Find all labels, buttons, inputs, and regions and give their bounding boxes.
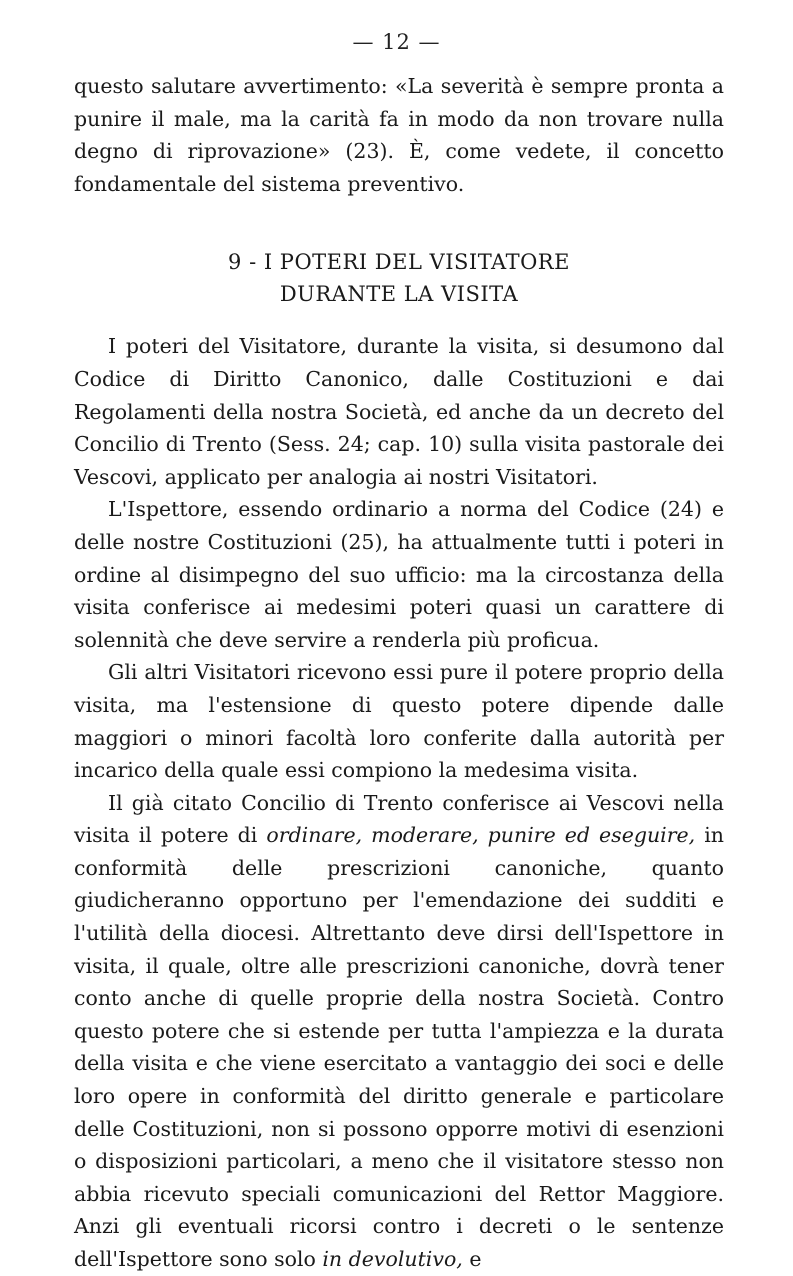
paragraph-3: Gli altri Visitatori ricevono essi pure il potere proprio della visita, ma l'estensione di questo potere dipende dalle maggiori o minori facoltà loro conferite dalla autorità per incarico della quale essi compiono la medesima visita. bbox=[74, 660, 724, 783]
page-body bbox=[74, 70, 724, 1276]
section-title-line-1: 9 - I POTERI DEL VISITATORE bbox=[228, 250, 570, 275]
paragraph-1: I poteri del Visitatore, durante la visita, si desumono dal Codice di Diritto Canonico, dalle Costituzioni e dai Regolamenti della nostra Società, ed anche da un decreto del Concilio di Trento (Sess. 24; cap. 10) sulla visita pastorale dei Vescovi, applicato per analogia ai nostri Visitatori. bbox=[74, 334, 724, 489]
section-title-line-2: DURANTE LA VISITA bbox=[279, 282, 519, 307]
section-heading bbox=[74, 246, 724, 310]
paragraph-4-text-e: e bbox=[469, 1247, 482, 1271]
paragraph-4-italic-verbs: ordinare, moderare, punire ed eseguire, bbox=[266, 823, 696, 848]
paragraph-4-text-a: Il già citato Concilio di Trento conferisce ai Vescovi nella visita il potere di bbox=[74, 790, 724, 848]
paragraph-4-text-c: in conformità delle prescrizioni canoniche, quanto giudicheranno opportuno per l'emendazione dei sudditi e l'utilità della diocesi. Altrettanto deve dirsi dell'Ispettore in visita, il quale, oltre alle prescrizioni canoniche, dovrà tener conto anche di quelle proprie della nostra Società. Contro questo potere che si estende per tutta l'ampiezza e la durata della visita e che viene esercitato a vantaggio dei soci e delle loro opere in conformità del diritto generale e particolare delle Costituzioni, non si possono opporre motivi di esenzioni o disposizioni particolari, a meno che il visitatore stesso non abbia ricevuto speciali comunicazioni del Rettor Maggiore. Anzi gli eventuali ricorsi contro i decreti o le sentenze dell'Ispettore sono solo bbox=[74, 823, 724, 1271]
paragraph-2: L'Ispettore, essendo ordinario a norma del Codice (24) e delle nostre Costituzioni (25), ha attualmente tutti i poteri in ordine al disimpegno del suo ufficio: ma la circostanza della visita conferisce ai medesimi poteri quasi un carattere di solennità che deve servire a renderla più proficua. bbox=[74, 497, 724, 652]
paragraph-4 bbox=[74, 787, 724, 1276]
paragraph-4-italic-devolutivo: in devolutivo, bbox=[322, 1247, 463, 1271]
intro-paragraph: questo salutare avvertimento: «La severità è sempre pronta a punire il male, ma la carità fa in modo da non trovare nulla degno di riprovazione» (23). È, come vedete, il concetto fondamentale del sistema preventivo. bbox=[74, 74, 724, 196]
page-number: — 12 — bbox=[352, 30, 441, 54]
